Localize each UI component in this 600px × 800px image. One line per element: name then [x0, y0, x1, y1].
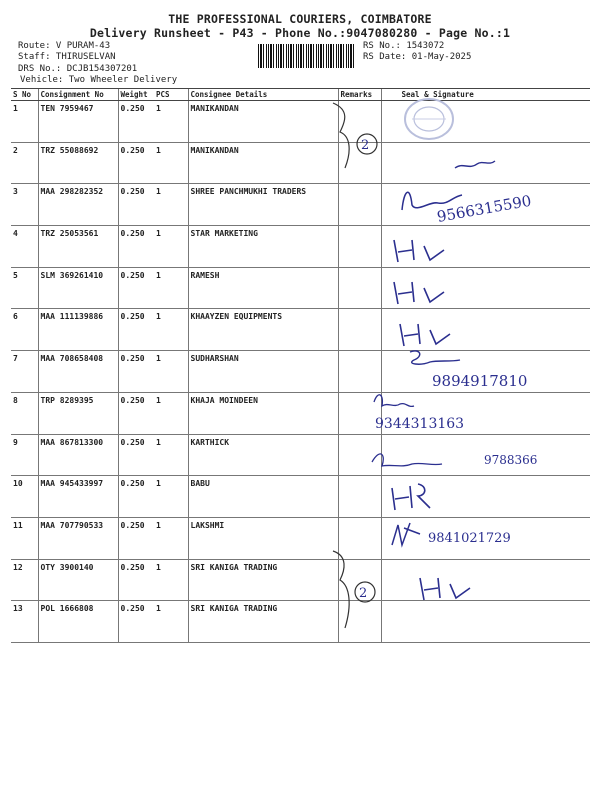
row-sno: 13	[11, 601, 38, 643]
row-pcs: 1	[154, 351, 188, 393]
courier-stamp	[405, 99, 453, 139]
mark-row5	[394, 282, 444, 304]
row-pcs: 1	[154, 226, 188, 268]
row-pcs: 1	[154, 142, 188, 184]
rs-number: RS No.: 1543072	[363, 41, 445, 51]
vehicle-label: Vehicle: Two Wheeler Delivery	[20, 75, 178, 85]
phone-row3: 9566315590	[435, 191, 533, 226]
row-consignee: MANIKANDAN	[188, 101, 338, 143]
row-consignment: MAA 867813300	[38, 434, 118, 476]
row-consignee: STAR MARKETING	[188, 226, 338, 268]
col-consignee: Consignee Details	[188, 89, 338, 101]
row-sno: 3	[11, 184, 38, 226]
count-b: 2	[359, 586, 368, 601]
row-weight: 0.250	[118, 392, 154, 434]
row-sno: 9	[11, 434, 38, 476]
row-consignment: TEN 7959467	[38, 101, 118, 143]
row-sno: 4	[11, 226, 38, 268]
rs-date: RS Date: 01-May-2025	[363, 52, 472, 62]
row-weight: 0.250	[118, 476, 154, 518]
phone-row7: 9894917810	[432, 372, 528, 390]
row-consignment: TRP 8289395	[38, 392, 118, 434]
row-consignment: TRZ 55088692	[38, 142, 118, 184]
phone-row8: 9344313163	[375, 416, 465, 432]
row-sno: 6	[11, 309, 38, 351]
row-weight: 0.250	[118, 142, 154, 184]
signature-row7	[410, 351, 460, 364]
row-pcs: 1	[154, 517, 188, 559]
col-pcs: PCS	[154, 89, 188, 101]
row-sno: 7	[11, 351, 38, 393]
remarks-brace-bottom	[333, 551, 349, 628]
row-consignment: TRZ 25053561	[38, 226, 118, 268]
row-consignment: OTY 3900140	[38, 559, 118, 601]
signature-row8	[374, 395, 414, 407]
signature-row3	[455, 161, 495, 168]
col-consignment: Consignment No	[38, 89, 118, 101]
count-a: 2	[361, 138, 370, 153]
row-consignee: SRI KANIGA TRADING	[188, 559, 338, 601]
row-consignee: SRI KANIGA TRADING	[188, 601, 338, 643]
row-consignment: MAA 298282352	[38, 184, 118, 226]
drs-number: DRS No.: DCJB154307201	[18, 64, 138, 74]
row-pcs: 1	[154, 267, 188, 309]
phone-row9: 9788366	[484, 453, 538, 467]
row-sno: 2	[11, 142, 38, 184]
col-signature: Seal & Signature	[381, 89, 590, 101]
row-sno: 8	[11, 392, 38, 434]
row-consignment: MAA 707790533	[38, 517, 118, 559]
row-weight: 0.250	[118, 267, 154, 309]
row-consignment: MAA 111139886	[38, 309, 118, 351]
row-weight: 0.250	[118, 434, 154, 476]
row-weight: 0.250	[118, 184, 154, 226]
company-title: THE PROFESSIONAL COURIERS, COIMBATORE	[168, 12, 432, 26]
col-weight: Weight	[118, 89, 154, 101]
row-sno: 10	[11, 476, 38, 518]
row-pcs: 1	[154, 434, 188, 476]
row-consignee: RAMESH	[188, 267, 338, 309]
row-consignment: POL 1666808	[38, 601, 118, 643]
row-weight: 0.250	[118, 517, 154, 559]
row-consignee: KARTHICK	[188, 434, 338, 476]
row-pcs: 1	[154, 559, 188, 601]
row-pcs: 1	[154, 601, 188, 643]
mark-row4	[394, 240, 444, 262]
mark-row10	[392, 484, 430, 510]
signature-row9	[372, 454, 442, 466]
mark-row13	[420, 578, 470, 600]
phone-row11: 9841021729	[428, 531, 511, 546]
row-consignee: LAKSHMI	[188, 517, 338, 559]
col-remarks: Remarks	[338, 89, 381, 101]
row-consignment: SLM 369261410	[38, 267, 118, 309]
row-weight: 0.250	[118, 601, 154, 643]
row-sno: 12	[11, 559, 38, 601]
row-weight: 0.250	[118, 309, 154, 351]
route-label: Route: V PURAM-43	[18, 41, 111, 51]
row-consignee: KHAAYZEN EQUIPMENTS	[188, 309, 338, 351]
row-weight: 0.250	[118, 559, 154, 601]
row-pcs: 1	[154, 392, 188, 434]
row-pcs: 1	[154, 476, 188, 518]
staff-label: Staff: THIRUSELVAN	[18, 52, 116, 62]
row-weight: 0.250	[118, 101, 154, 143]
runsheet-subtitle: Delivery Runsheet - P43 - Phone No.:9047080280 - Page No.:1	[89, 26, 511, 40]
row-consignee: SHREE PANCHMUKHI TRADERS	[188, 184, 338, 226]
row-pcs: 1	[154, 309, 188, 351]
row-sno: 5	[11, 267, 38, 309]
row-consignment: MAA 708658408	[38, 351, 118, 393]
row-weight: 0.250	[118, 351, 154, 393]
row-sno: 1	[11, 101, 38, 143]
mark-row6	[400, 324, 450, 346]
row-consignee: BABU	[188, 476, 338, 518]
remarks-brace-top	[333, 103, 349, 168]
row-sno: 11	[11, 517, 38, 559]
row-consignment: MAA 945433997	[38, 476, 118, 518]
row-consignee: SUDHARSHAN	[188, 351, 338, 393]
signature-row11	[392, 523, 420, 545]
col-sno: S No	[11, 89, 38, 101]
row-weight: 0.250	[118, 226, 154, 268]
row-consignee: MANIKANDAN	[188, 142, 338, 184]
row-pcs: 1	[154, 184, 188, 226]
row-pcs: 1	[154, 101, 188, 143]
row-consignee: KHAJA MOINDEEN	[188, 392, 338, 434]
